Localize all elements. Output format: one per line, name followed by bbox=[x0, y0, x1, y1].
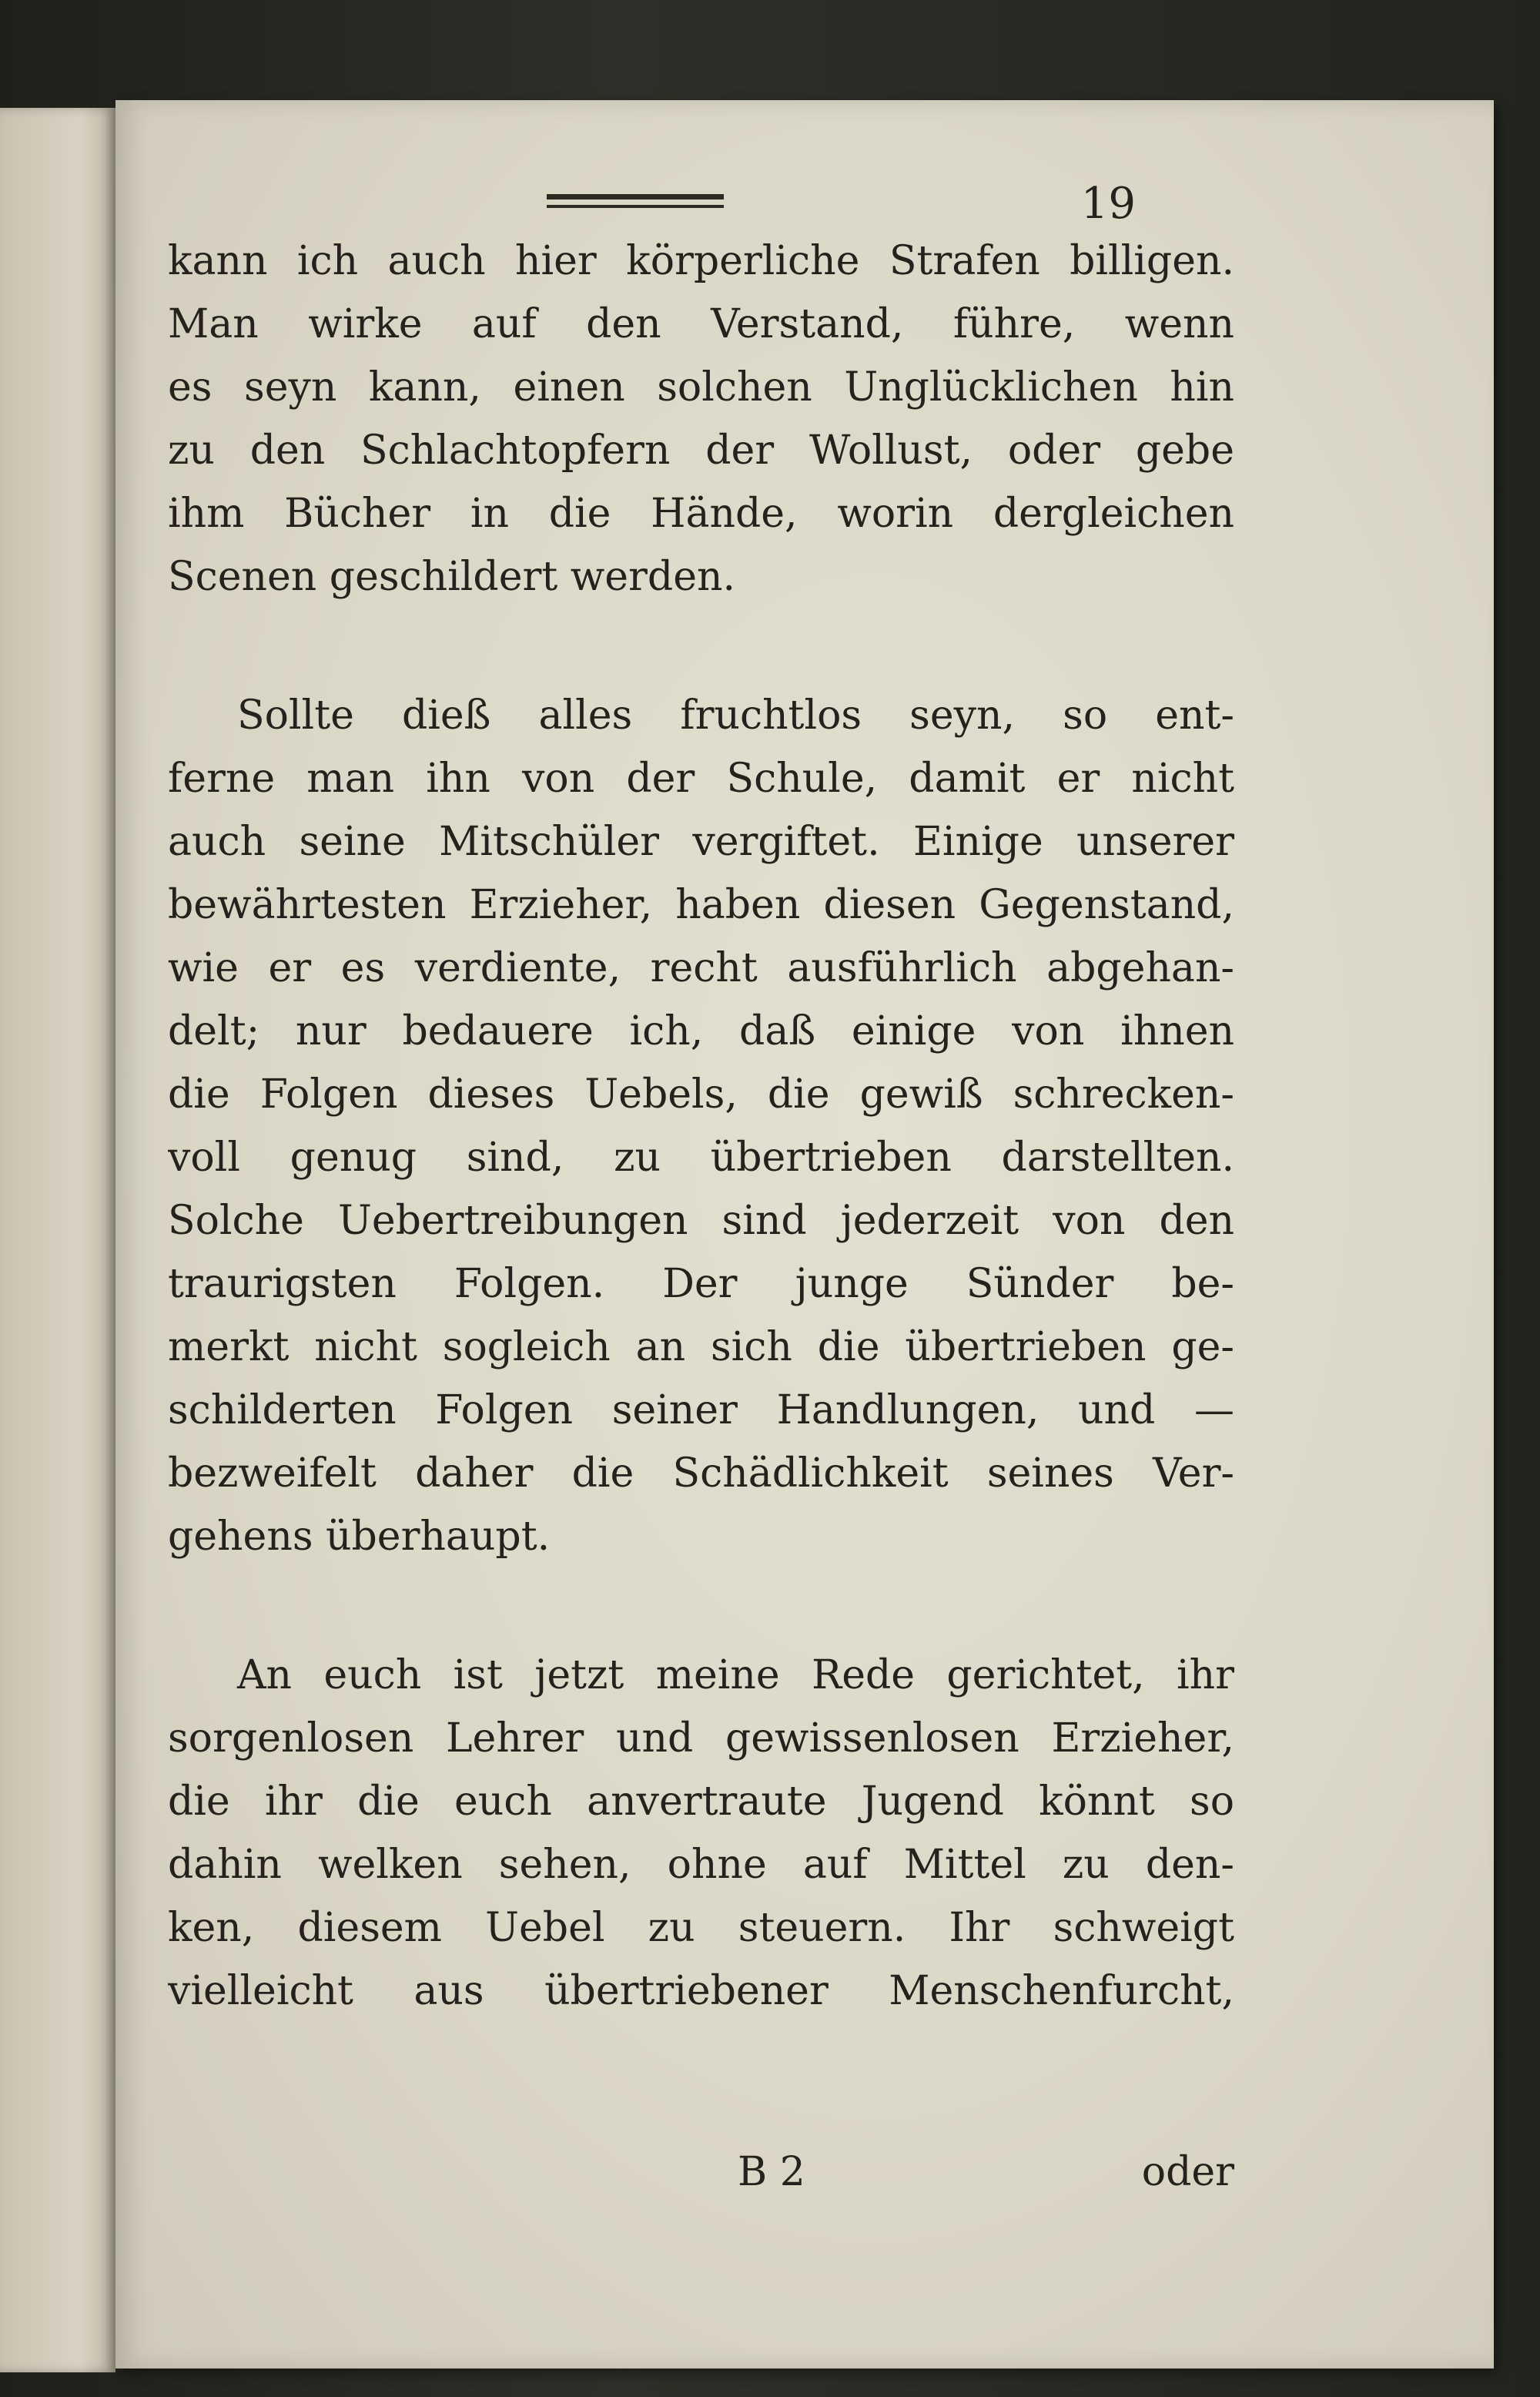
text-line: vielleicht aus übertriebener Menschenfurcht, bbox=[168, 1968, 1234, 2014]
text-line: schilderten Folgen seiner Handlungen, und — bbox=[168, 1387, 1234, 1433]
header-rule-thin bbox=[547, 205, 724, 208]
body-text bbox=[168, 230, 1234, 2023]
text-line: Solche Uebertreibungen sind jederzeit von den bbox=[168, 1198, 1234, 1244]
text-line: voll genug sind, zu übertrieben darstellten. bbox=[168, 1135, 1234, 1181]
text-line: Sollte dieß alles fruchtlos seyn, so ent- bbox=[237, 692, 1234, 739]
text-line: wie er es verdiente, recht ausführlich abgehan- bbox=[168, 945, 1234, 991]
text-line: Man wirke auf den Verstand, führe, wenn bbox=[168, 301, 1234, 347]
text-line: die ihr die euch anvertraute Jugend könnt so bbox=[168, 1778, 1234, 1825]
signature-mark: B 2 bbox=[738, 2149, 805, 2195]
text-line: es seyn kann, einen solchen Unglücklichen hin bbox=[168, 364, 1234, 411]
text-line: kann ich auch hier körperliche Strafen billigen. bbox=[168, 238, 1234, 284]
paragraph bbox=[168, 230, 1234, 608]
paragraph bbox=[168, 1644, 1234, 2023]
text-line: sorgenlosen Lehrer und gewissenlosen Erzieher, bbox=[168, 1715, 1234, 1762]
catchword: oder bbox=[1141, 2149, 1234, 2195]
paragraph-gap bbox=[168, 1568, 1234, 1644]
text-line: auch seine Mitschüler vergiftet. Einige unserer bbox=[168, 819, 1234, 865]
text-line: merkt nicht sogleich an sich die übertrieben ge- bbox=[168, 1324, 1234, 1370]
text-line: ihm Bücher in die Hände, worin dergleichen bbox=[168, 491, 1234, 537]
text-line: bewährtesten Erzieher, haben diesen Gegenstand, bbox=[168, 882, 1234, 928]
text-line: dahin welken sehen, ohne auf Mittel zu den- bbox=[168, 1842, 1234, 1888]
facing-page-edge bbox=[0, 108, 116, 2372]
text-line: ken, diesem Uebel zu steuern. Ihr schweigt bbox=[168, 1905, 1234, 1951]
text-line: die Folgen dieses Uebels, die gewiß schrecken- bbox=[168, 1071, 1234, 1118]
page-number: 19 bbox=[1080, 179, 1136, 229]
text-line: bezweifelt daher die Schädlichkeit seines Ver- bbox=[168, 1450, 1234, 1497]
paragraph bbox=[168, 684, 1234, 1568]
text-line: Scenen geschildert werden. bbox=[168, 554, 735, 600]
text-line: An euch ist jetzt meine Rede gerichtet, ihr bbox=[237, 1652, 1234, 1698]
text-line: delt; nur bedauere ich, daß einige von ihnen bbox=[168, 1008, 1234, 1054]
text-line: ferne man ihn von der Schule, damit er nicht bbox=[168, 756, 1234, 802]
paragraph-gap bbox=[168, 608, 1234, 684]
header-rule-thick bbox=[547, 194, 724, 199]
text-line: zu den Schlachtopfern der Wollust, oder gebe bbox=[168, 427, 1234, 474]
page-footer bbox=[168, 2149, 1234, 2211]
header-rule bbox=[547, 194, 724, 211]
text-line: traurigsten Folgen. Der junge Sünder be- bbox=[168, 1261, 1234, 1307]
text-line: gehens überhaupt. bbox=[168, 1514, 551, 1560]
